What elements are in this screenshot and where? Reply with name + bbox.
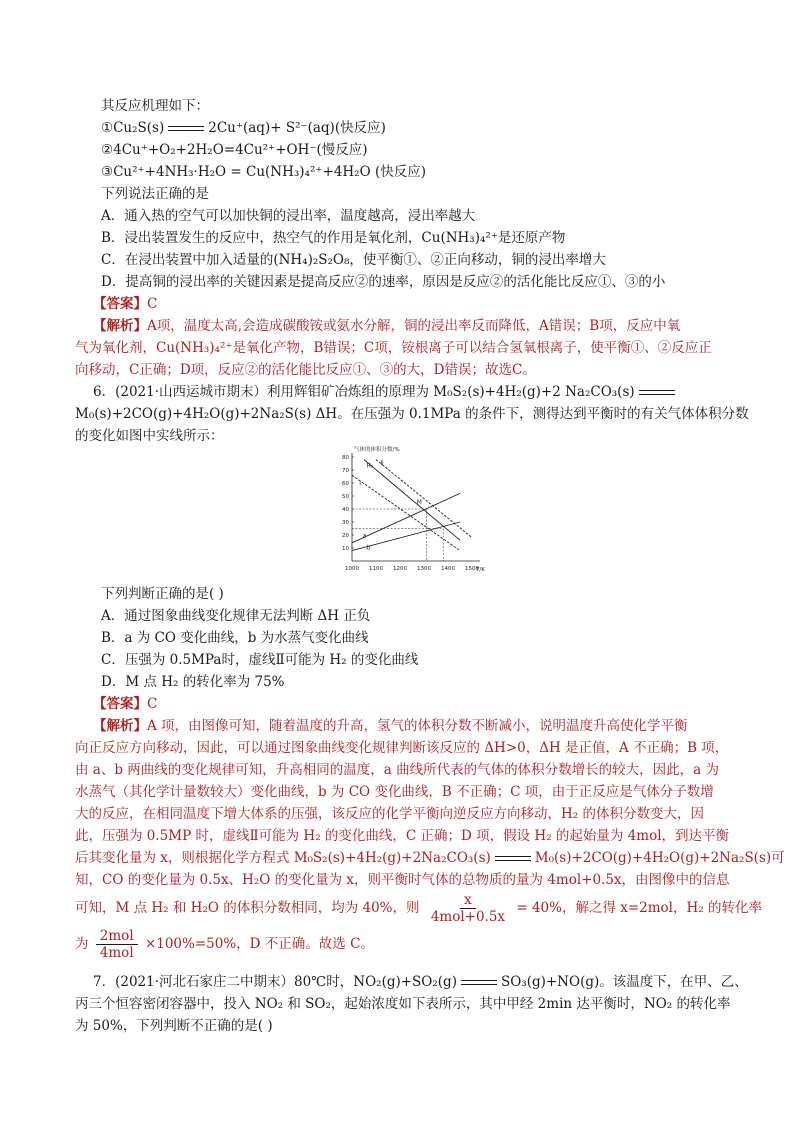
curve-label: Ⅰ — [359, 480, 361, 488]
q6-option-a: A．通过图象曲线变化规律无法判断 ΔH 正负 — [101, 608, 371, 624]
y-tick-label: 10 — [342, 546, 349, 552]
question-6-ask: 下列判断正确的是( ) — [101, 586, 224, 602]
step1-right: 2Cu⁺(aq)+ S²⁻(aq)(快反应) — [208, 120, 386, 136]
q5-answer — [93, 294, 157, 314]
q5-explanation-1: 【解析】A项，温度太高,会造成碳酸铵或氨水分解，铜的浸出率反而降低，A错误；B项，反应中氧 — [93, 318, 681, 334]
equilibrium-arrow-icon — [461, 979, 497, 987]
q5-option-d: D．提高铜的浸出率的关键因素是提高反应②的速率，原因是反应②的活化能比反应①、③的小 — [101, 274, 666, 290]
equilibrium-arrow-icon — [639, 389, 675, 397]
q5-option-a: A．通入热的空气可以加快铜的浸出率，温度越高，浸出率越大 — [101, 208, 476, 224]
series-line — [352, 493, 460, 542]
q6-option-b: B．a 为 CO 变化曲线，b 为水蒸气变化曲线 — [101, 630, 369, 646]
y-tick-label: 50 — [342, 494, 349, 500]
x-axis-label: T/K — [476, 567, 485, 573]
curve-label: b — [366, 544, 371, 552]
answer-value: C — [147, 296, 158, 312]
q5-explanation-2: 气为氧化剂，Cu(NH₃)₄²⁺是氧化产物，B错误；C项，铵根离子可以结合氢氧根离子，使平衡①、②反应正 — [75, 340, 712, 356]
q6-explanation-2: 向正反应方向移动，因此，可以通过图象曲线变化规律判断该反应的 ΔH>0，ΔH 是正值，A 不正确；B 项， — [75, 740, 729, 756]
step1-left: ①Cu₂S(s) — [101, 120, 165, 136]
q5-option-c: C．在浸出装置中加入适量的(NH₄)₂S₂O₈，使平衡①、②正向移动，铜的浸出率增大 — [101, 252, 606, 268]
question-7-line-1: 7．(2021·河北石家庄二中期末）80℃时，NO₂(g)+SO₂(g) SO₃(g)+NO(g)。该温度下，在甲、乙、 — [93, 974, 748, 990]
y-tick-label: 60 — [342, 481, 349, 487]
x-tick-label: 1300 — [417, 566, 431, 572]
series-line — [352, 475, 460, 550]
explanation-tag: 【解析】 — [93, 318, 147, 334]
mechanism-step-2: ②4Cu⁺+O₂+2H₂O=4Cu²⁺+OH⁻(慢反应) — [101, 142, 368, 158]
question-6-line-2: M₀(s)+2CO(g)+4H₂O(g)+2Na₂S(s) ΔH。在压强为 0.1MPa 的条件下，测得达到平衡时的有关气体体积分数 — [75, 406, 749, 422]
explanation-tag: 【解析】 — [93, 718, 147, 734]
q6-explanation-7: 后其变化量为 x，则根据化学方程式 M₀S₂(s)+4H₂(g)+2Na₂CO₃(s) M₀(s)+2CO(g)+4H₂O(g)+2Na₂S(s)可 — [75, 850, 785, 866]
y-tick-label: 20 — [342, 533, 349, 539]
x-tick-label: 1100 — [369, 566, 383, 572]
q6-explanation-5: 大的反应，在相同温度下增大体系的压强，该反应的化学平衡向逆反应方向移动，H₂ 的体积分数变大，因 — [75, 806, 704, 822]
mechanism-step-3: ③Cu²⁺+4NH₃·H₂O = Cu(NH₃)₄²⁺+4H₂O (快反应) — [101, 164, 426, 180]
q6-explanation-1: 【解析】A 项，由图像可知，随着温度的升高，氢气的体积分数不断减小，说明温度升高使化学平衡 — [93, 718, 688, 734]
q6-option-d: D．M 点 H₂ 的转化率为 75% — [101, 674, 285, 690]
y-tick-label: 70 — [342, 468, 349, 474]
curve-label: M — [416, 498, 422, 506]
equilibrium-arrow-icon — [168, 125, 204, 133]
curve-label: a — [362, 532, 367, 540]
answer-tag: 【答案】 — [93, 296, 147, 312]
x-tick-label: 1400 — [441, 566, 455, 572]
answer-tag: 【答案】 — [93, 696, 147, 712]
q5-option-b: B．浸出装置发生的反应中，热空气的作用是氧化剂，Cu(NH₃)₄²⁺是还原产物 — [101, 230, 566, 246]
question-7-line-3: 为 50%，下列判断不正确的是( ) — [75, 1018, 273, 1034]
answer-value: C — [147, 696, 158, 712]
mechanism-step-1 — [101, 118, 386, 138]
y-axis-label: 气体的体积分数/% — [354, 447, 400, 453]
q6-explanation-6: 此，压强为 0.5MP 时，虚线Ⅱ可能为 H₂ 的变化曲线，C 正确；D 项，假设 H₂ 的起始量为 4mol，到达平衡 — [75, 828, 730, 844]
question-6-line-3: 的变化如图中实线所示： — [75, 428, 224, 444]
q6-explanation-8: 知，CO 的变化量为 0.5x、H₂O 的变化量为 x，则平衡时气体的总物质的量为 4mol+0.5x，由图像中的信息 — [75, 872, 730, 888]
q6-explanation-4: 水蒸气（其化学计量数较大）变化曲线，b 为 CO 变化曲线，B 不正确；C 项，由于正反应是气体分子数增 — [75, 784, 714, 800]
q6-explanation-9: 可知，M 点 H₂ 和 H₂O 的体积分数相同，均为 40%，则 $\frac{x}{\text{4mol+0.5x}}$ = 40%，解之得 x=2mol，H₂ 的转化率 — [75, 892, 762, 925]
q6-explanation-10: 为 $\frac{\text{2mol}}{\text{4mol}}$ ×100%=50%，D 不正确。故选 C。 — [75, 928, 374, 961]
q6-answer — [93, 694, 157, 714]
equilibrium-arrow-icon — [495, 855, 531, 863]
question-6-line-1: 6．(2021·山西运城市期末）利用辉钼矿冶炼组的原理为 M₀S₂(s)+4H₂(g)+2 Na₂CO₃(s) — [93, 382, 679, 402]
chart-plot — [342, 445, 485, 573]
q6-explanation-3: 由 a、b 两曲线的变化规律可知，升高相同的温度，a 曲线所代表的气体的体积分数增长的较大，因此，a 为 — [75, 762, 719, 778]
x-tick-label: 1000 — [345, 566, 359, 572]
question-7-line-2: 丙三个恒容密闭容器中，投入 NO₂ 和 SO₂，起始浓度如下表所示，其中甲经 2min 达平衡时，NO₂ 的转化率 — [75, 996, 731, 1012]
x-tick-label: 1200 — [393, 566, 407, 572]
curve-label: Ⅱ — [380, 459, 384, 467]
y-tick-label: 80 — [342, 455, 349, 461]
q6-option-c: C．压强为 0.5MPa时，虚线Ⅱ可能为 H₂ 的变化曲线 — [101, 652, 419, 668]
fraction: $\frac{x}{\text{4mol+0.5x}}$ — [430, 892, 506, 925]
q5-explanation-3: 向移动，C正确；D项，反应②的活化能比反应①、③的大，D错误；故选C。 — [75, 362, 536, 378]
y-tick-label: 40 — [342, 507, 349, 513]
question-5-prompt: 下列说法正确的是 — [101, 186, 209, 202]
mechanism-intro: 其反应机理如下： — [101, 98, 209, 114]
x-tick-label: 1500 — [465, 566, 479, 572]
y-tick-label: 30 — [342, 520, 349, 526]
curve-label: H₂ — [366, 462, 374, 470]
fraction: $\frac{\text{2mol}}{\text{4mol}}$ — [96, 928, 138, 961]
volume-fraction-chart — [330, 445, 490, 575]
